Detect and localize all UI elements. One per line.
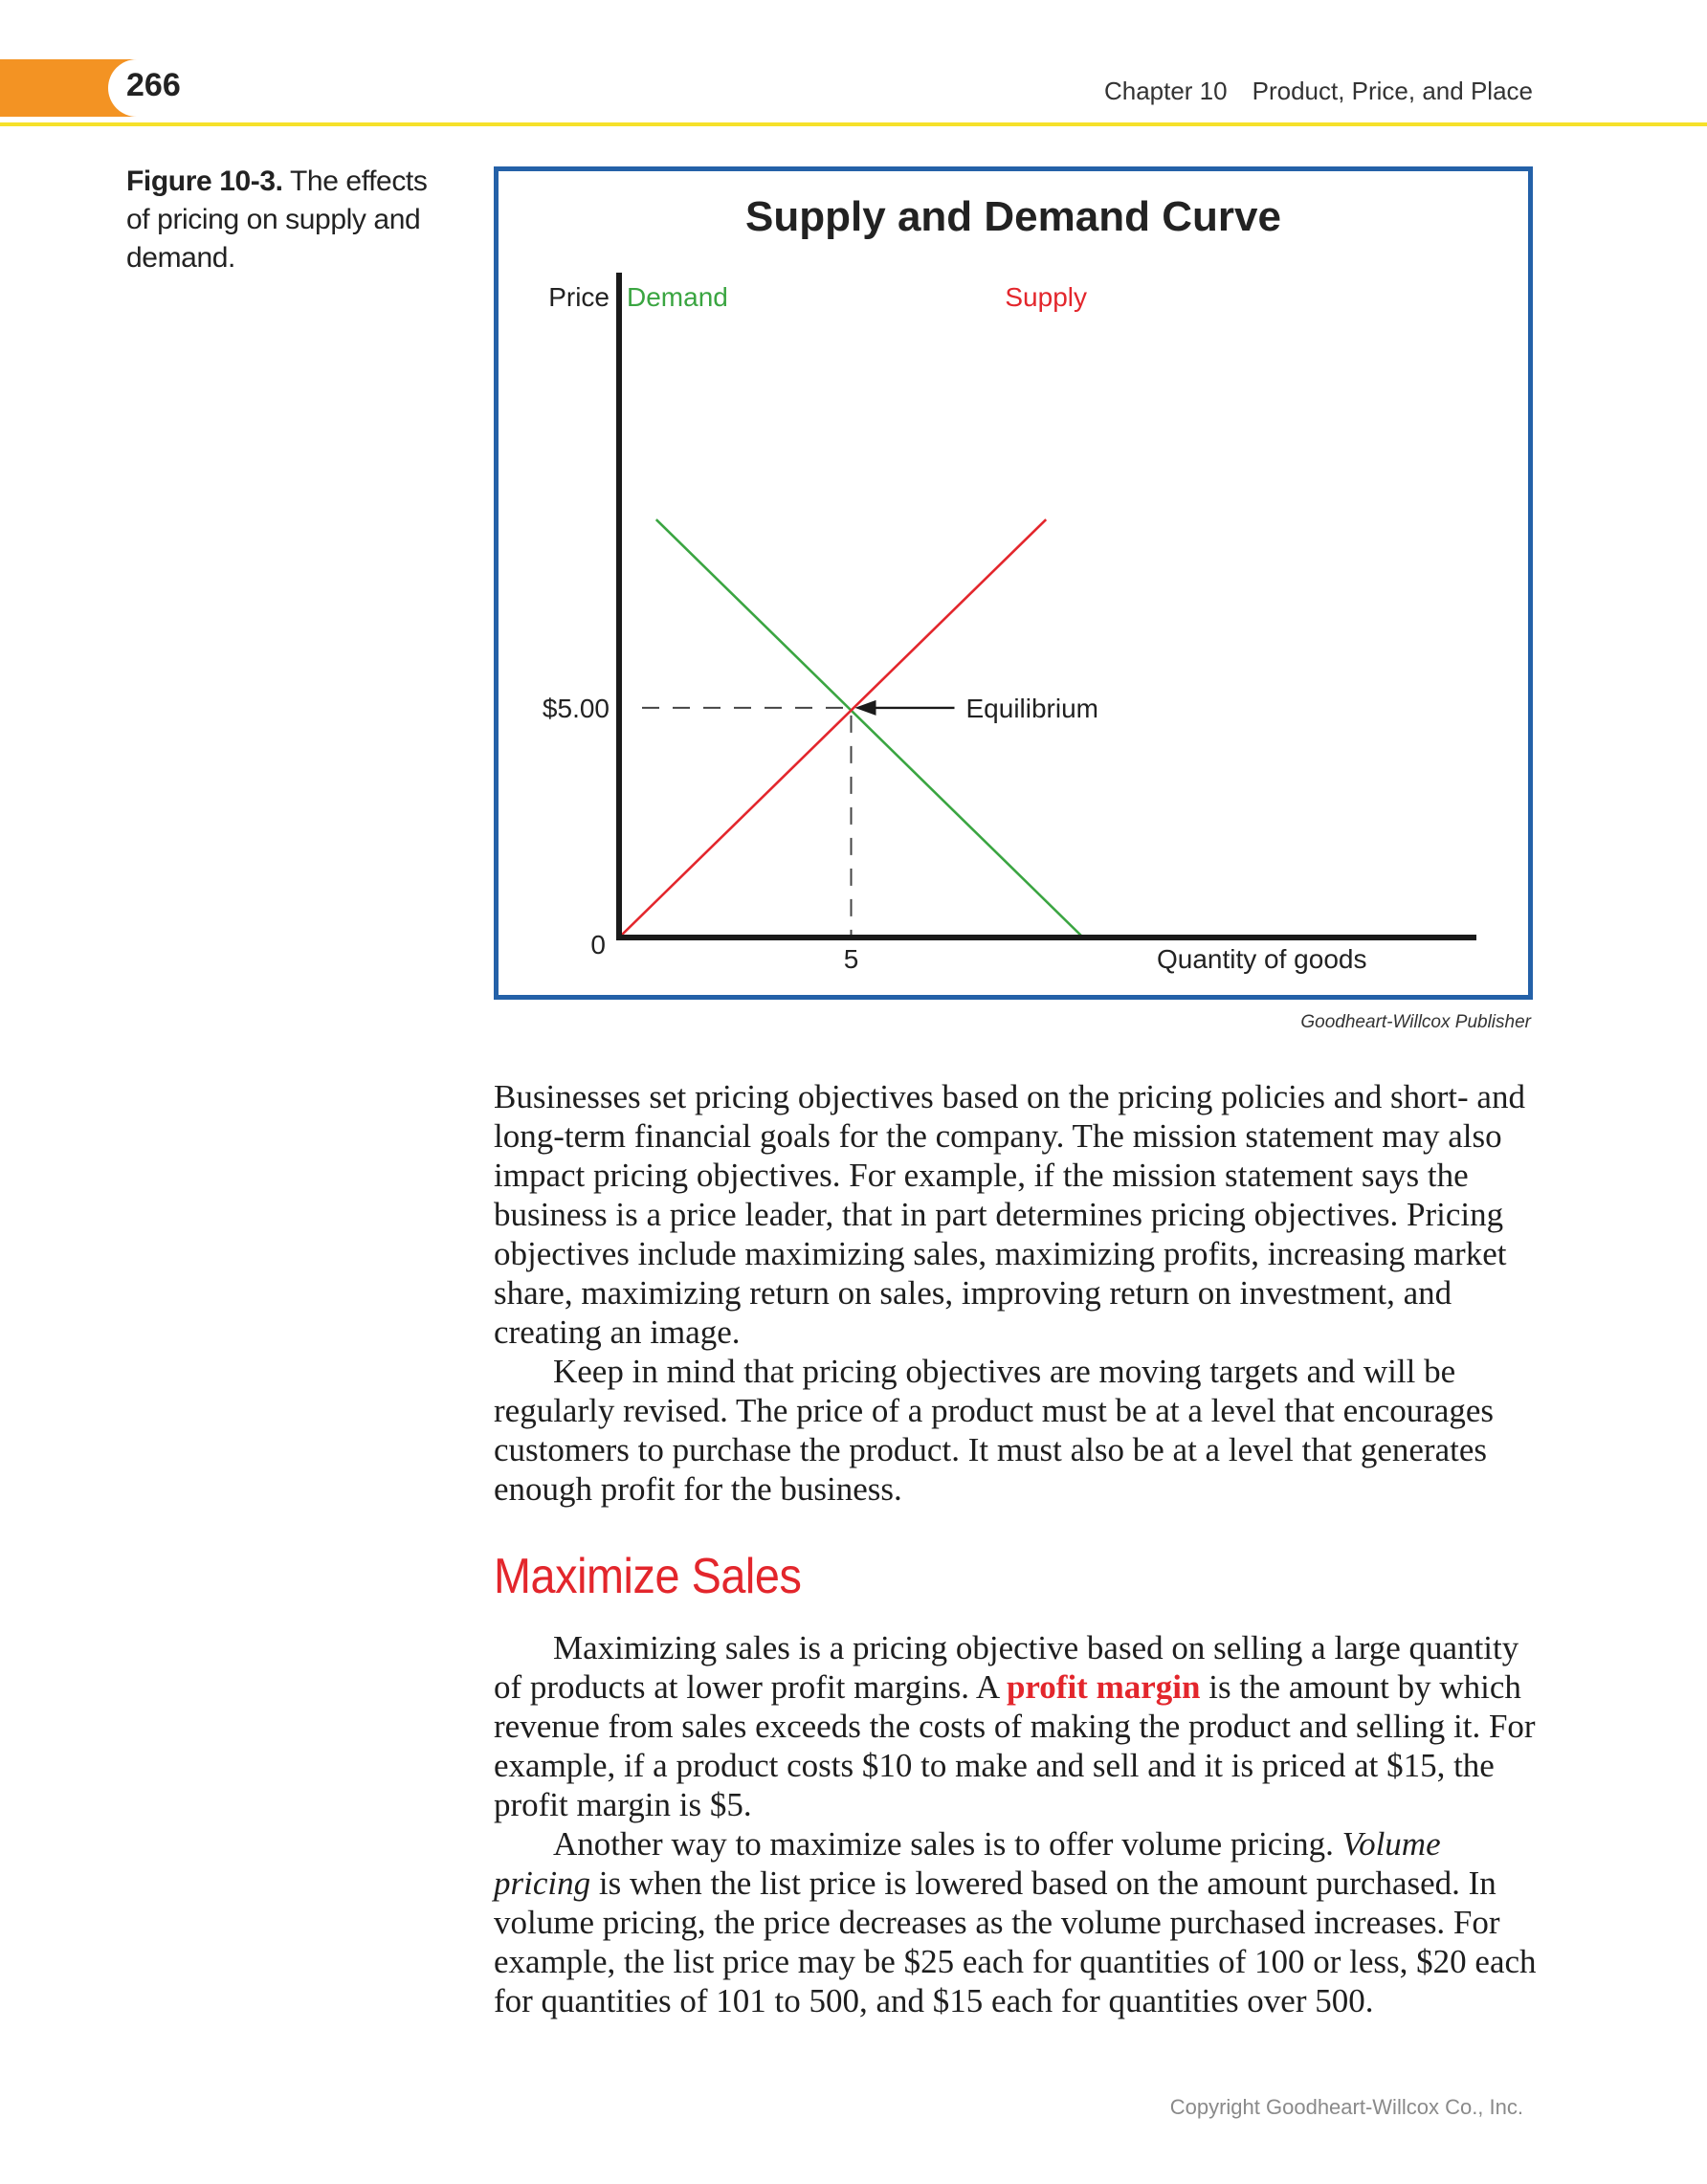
paragraph-4-start: Another way to maximize sales is to offer volume pricing. [553, 1825, 1342, 1863]
page-header [0, 0, 1707, 129]
x-tick-label: 5 [843, 944, 859, 974]
paragraph-4-end: is when the list price is lowered based on the amount purchased. In volume pricing, the price decreases as the volume purchased increases. For example, the list price may be $25 each for quantities of 100 or less, $20 each for quantities of 101 to 500, and $15 each for quantities over 500. [494, 1864, 1537, 2019]
chapter-number: Chapter 10 [1103, 77, 1228, 105]
chart-marks [543, 273, 1476, 974]
chart-title: Supply and Demand Curve [745, 193, 1281, 240]
key-term-profit-margin: profit margin [1006, 1668, 1201, 1706]
figure-caption [126, 163, 442, 277]
paragraph-2: Keep in mind that pricing objectives are moving targets and will be regularly revised. The price of a product must be at a level that encourages customers to purchase the product. It must also be at a level that generates enough profit for the business. [494, 1353, 1495, 1508]
section-heading: Maximize Sales [494, 1549, 802, 1604]
chart-frame [494, 166, 1533, 1000]
equilibrium-label: Equilibrium [965, 693, 1098, 723]
supply-line [619, 519, 1046, 938]
header-rule [0, 122, 1707, 126]
paragraph-3-start: Maximizing sales is a pricing objective based on selling a large quantity of products at lower profit margins. A [494, 1629, 1519, 1706]
paragraph-3-end: is the amount by which revenue from sales exceeds the costs of making the product and selling it. For example, if a product costs $10 to make and sell and it is priced at $15, the profit margin is $5. [494, 1668, 1536, 1823]
page-number: 266 [126, 67, 181, 103]
y-tick-label: $5.00 [542, 693, 610, 723]
chapter-title: Product, Price, and Place [1252, 77, 1533, 105]
intro-text [494, 1077, 1537, 1509]
figure-label: Figure 10-3. [126, 165, 283, 197]
section-text [494, 1628, 1537, 2020]
supply-label: Supply [1005, 282, 1088, 312]
copyright-notice: Copyright Goodheart-Willcox Co., Inc. [1169, 2095, 1523, 2119]
demand-line [656, 519, 1083, 938]
demand-label: Demand [627, 282, 728, 312]
running-head [1104, 77, 1533, 106]
supply-demand-chart [499, 171, 1528, 995]
term-volume-pricing: Volume pricing [494, 1825, 1441, 1902]
paragraph-3 [494, 1628, 1537, 1824]
y-axis-label: Price [548, 282, 610, 312]
figure-caption-text: The effects of pricing on supply and demand. [126, 165, 428, 274]
paragraph-1: Businesses set pricing objectives based on the pricing policies and short- and long-term financial goals for the company. The mission statement may also impact pricing objectives. For example, if the mission statement says the business is a price leader, that in part determines pricing objectives. Pricing objectives include maximizing sales, maximizing profits, increasing market share, maximizing return on sales, improving return on investment, and creating an image. [494, 1078, 1525, 1351]
figure-credit: Goodheart-Willcox Publisher [1300, 1012, 1531, 1032]
x-axis-label: Quantity of goods [1157, 944, 1367, 974]
origin-tick-label: 0 [590, 930, 606, 960]
paragraph-4 [494, 1824, 1537, 2020]
